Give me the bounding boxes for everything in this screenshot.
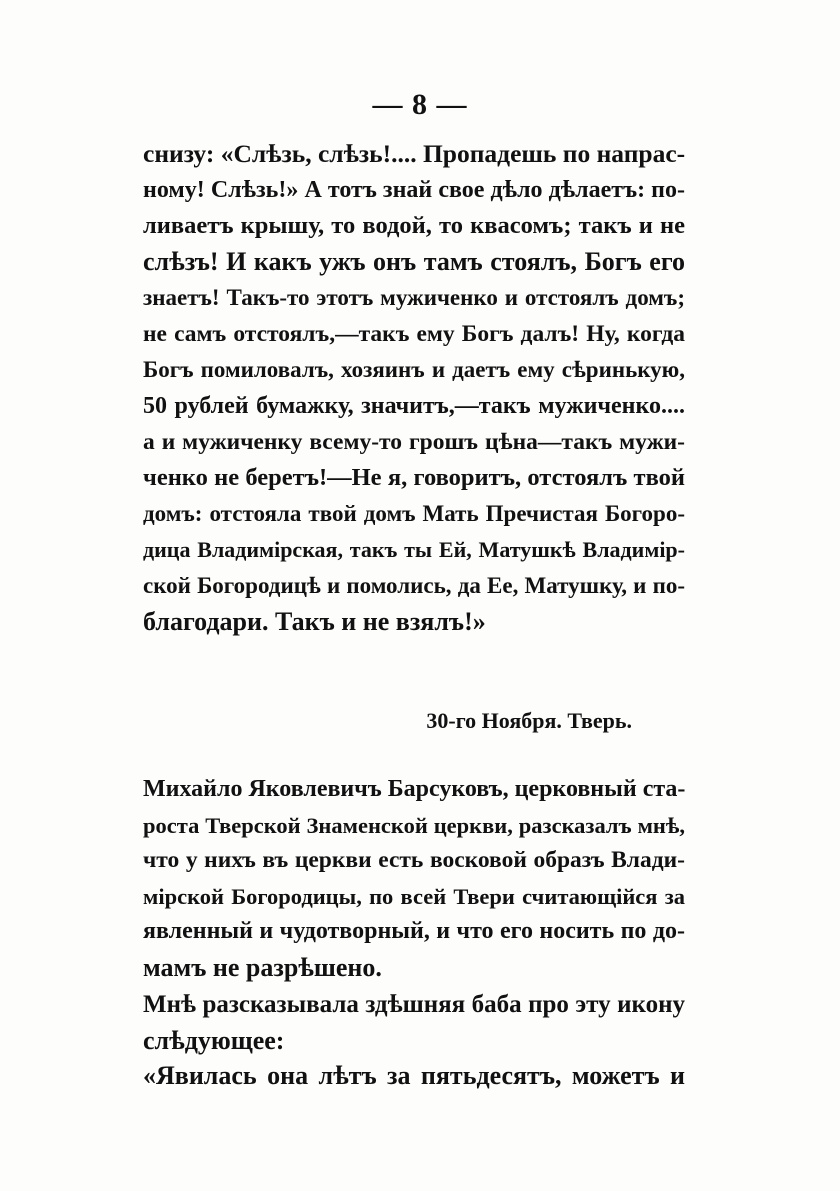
text-line: а и мужиченку всему-то грошъ цѣна—такъ мужи- [143,429,685,455]
dateline: 30-го Ноября. Тверь. [426,708,632,733]
paragraph-baba-story [143,987,685,1094]
text-line: благодари. Такъ и не взялъ!» [143,607,486,636]
page-number: — 8 — [372,88,468,121]
text-line: Михайло Яковлевичъ Барсуковъ, церковный ста- [143,776,685,802]
text-line: дица Владимірская, такъ ты Ей, Матушкѣ Владимір- [143,537,685,562]
text-line: что у нихъ въ церкви есть восковой образъ Влади- [143,847,685,874]
text-line: снизу: «Слѣзь, слѣзь!.... Пропадешь по напрас- [143,139,685,168]
paragraph-barsukov [143,772,685,986]
text-line: Богъ помиловалъ, хозяинъ и даетъ ему сѣринькую, [143,357,685,382]
text-line: слѣдующее: [143,1025,285,1055]
paragraph-story-end [143,136,685,640]
text-line: слѣзъ! И какъ ужъ онъ тамъ стоялъ, Богъ его [143,247,685,276]
text-line: знаетъ! Такъ-то этотъ мужиченко и отстоялъ домъ; [143,285,685,310]
text-line: ному! Слѣзь!» А тотъ знай свое дѣло дѣлаетъ: по- [143,177,685,203]
text-line: 50 рублей бумажку, значитъ,—такъ мужиченко.... [143,393,685,419]
text-line: не самъ отстоялъ,—такъ ему Богъ далъ! Ну, когда [143,321,685,347]
text-line: мамъ не разрѣшено. [143,952,382,982]
text-line: Мнѣ разсказывала здѣшняя баба про эту икону [143,991,685,1018]
text-line: ской Богородицѣ и помолись, да Ее, Матушку, и по- [143,573,685,598]
text-line: роста Тверской Знаменской церкви, разсказалъ мнѣ, [143,812,685,838]
text-line: «Явилась она лѣтъ за пятьдесятъ, можетъ и [143,1061,685,1090]
text-line: явленный и чудотворный, и что его носить по до- [143,918,685,945]
text-line: ливаетъ крышу, то водой, то квасомъ; такъ и не [143,212,685,239]
text-line: домъ: отстояла твой домъ Мать Пречистая Богоро- [143,501,685,526]
text-line: мірской Богородицы, по всей Твери считающійся за [143,883,685,909]
text-line: ченко не беретъ!—Не я, говоритъ, отстоялъ твой [143,464,685,491]
